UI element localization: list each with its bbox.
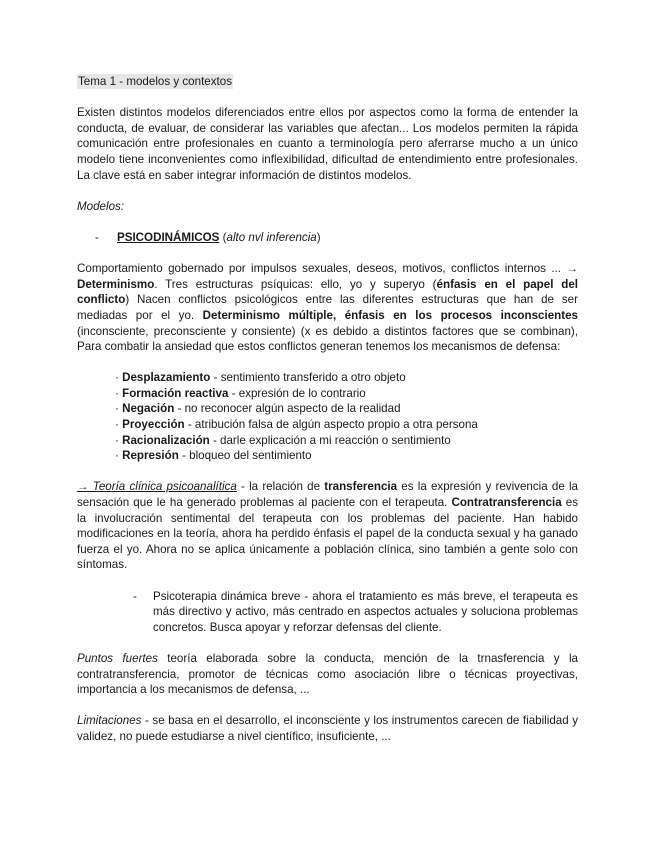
teoria-text-3: es la involucración sentimental del terapeuta con los problemas del paciente. Han habido modificaciones en la teoría, ahora ha perdido énfasis el papel de la conducta sexual y ha ganado fuerza el yo. Ahora no se aplica únicamente a población clínica, sino también a gente solo con síntomas. <box>77 496 578 572</box>
psicodinamicos-note: alto nvl inferencia <box>226 230 317 244</box>
psicoterapia-item <box>77 589 578 636</box>
teoria-text-1: - la relación de <box>236 480 325 494</box>
psicodinamicos-heading <box>77 230 578 246</box>
modelos-label-text: Modelos: <box>77 199 125 213</box>
teoria-label: → Teoría clínica psicoanalítica <box>77 480 237 494</box>
bullet-dot: · <box>115 433 119 447</box>
page-title: Tema 1 - modelos y contextos <box>78 75 233 88</box>
teoria-bold-transferencia: transferencia <box>324 480 398 494</box>
puntos-fuertes-paragraph <box>77 651 578 698</box>
p1-bold-multiple: Determinismo múltiple, énfasis en los procesos inconscientes <box>202 308 578 322</box>
list-item <box>115 386 578 402</box>
teoria-paragraph <box>77 479 578 573</box>
defense-mechanisms-list <box>115 370 578 464</box>
puntos-fuertes-label: Puntos fuertes <box>77 651 158 665</box>
list-item <box>115 401 578 417</box>
bullet-dot: · <box>115 418 119 432</box>
document-page <box>77 74 578 745</box>
title-line <box>77 74 578 90</box>
mechanism-desc: - sentimiento transferido a otro objeto <box>210 371 406 385</box>
mechanism-desc: - atribución falsa de algún aspecto propio a otra persona <box>184 418 478 432</box>
list-item <box>115 448 578 464</box>
p1-text-3: ) Nacen conflictos psicológicos entre las diferentes estructuras que han de ser mediadas por el yo. <box>77 293 578 322</box>
mechanism-name: Proyección <box>122 418 185 432</box>
list-item <box>115 417 578 433</box>
list-item <box>115 370 578 386</box>
modelos-label <box>77 199 578 215</box>
mechanism-desc: - darle explicación a mi reacción o sentimiento <box>209 433 451 447</box>
mechanism-name: Desplazamiento <box>122 371 211 385</box>
psicodinamicos-title: PSICODINÁMICOS <box>117 230 220 244</box>
p1-bold-determinismo: Determinismo <box>77 277 155 291</box>
paren-close: ) <box>316 230 321 244</box>
limitaciones-label: Limitaciones <box>77 714 142 728</box>
paren-open: ( <box>219 230 227 244</box>
limitaciones-text: - se basa en el desarrollo, el inconsciente y los instrumentos carecen de fiabilidad y validez, no puede estudiarse a nivel científico, insuficiente, ... <box>77 714 578 743</box>
heading-dash: - <box>95 230 99 244</box>
teoria-text-2: es la expresión y revivencia de la sensación que le ha generado problemas al paciente con el terapeuta. <box>77 480 579 510</box>
psicoterapia-dash: - <box>133 589 137 603</box>
psicodinamicos-paragraph <box>77 261 578 355</box>
p1-text-2: . Tres estructuras psíquicas: ello, yo y superyo ( <box>154 277 437 291</box>
puntos-fuertes-text: teoría elaborada sobre la conducta, mención de la trnasferencia y la contratransferencia, promotor de técnicas como asociación libre o técnicas proyectivas, importancia a los mecanismos de defensa, ... <box>77 651 578 697</box>
limitaciones-paragraph <box>77 713 578 744</box>
mechanism-desc: - no reconocer algún aspecto de la realidad <box>174 402 401 416</box>
mechanism-desc: - bloqueo del sentimiento <box>178 449 312 463</box>
teoria-bold-contratransferencia: Contratransferencia <box>451 496 562 510</box>
bullet-dot: · <box>115 449 119 463</box>
intro-paragraph: Existen distintos modelos diferenciados entre ellos por aspectos como la forma de entender la conducta, de evaluar, de considerar las variables que afectan... Los modelos permiten la rápida comunicación entre profesionales en cuanto a terminología pero aferrarse mucho a un único modelo tiene inconvenientes como inflexibilidad, dificultad de entendimiento entre profesionales. La clave está en saber integrar información de distintos modelos. <box>77 106 578 182</box>
bullet-dot: · <box>115 386 119 400</box>
psicoterapia-text: Psicoterapia dinámica breve - ahora el tratamiento es más breve, el terapeuta es más directivo y activo, más centrado en aspectos actuales y soluciona problemas concretos. Busca apoyar y reforzar defensas del cliente. <box>153 589 578 634</box>
mechanism-name: Racionalización <box>122 433 210 447</box>
mechanism-desc: - expresión de lo contrario <box>228 386 366 400</box>
bullet-dot: · <box>115 402 119 416</box>
mechanism-name: Negación <box>122 402 175 416</box>
p1-text-1: Comportamiento gobernado por impulsos sexuales, deseos, motivos, conflictos internos ... → <box>77 262 578 276</box>
mechanism-name: Represión <box>122 449 179 463</box>
p1-text-4: (inconsciente, preconsciente y consiente) (x es debido a distintos factores que se combinan), Para combatir la ansiedad que estos conflictos generan tenemos los mecanismos de defensa: <box>77 324 578 354</box>
p1-bold-conflicto: énfasis en el papel del conflicto <box>77 277 578 307</box>
bullet-dot: · <box>115 371 119 385</box>
list-item <box>115 433 578 449</box>
mechanism-name: Formación reactiva <box>122 386 229 400</box>
